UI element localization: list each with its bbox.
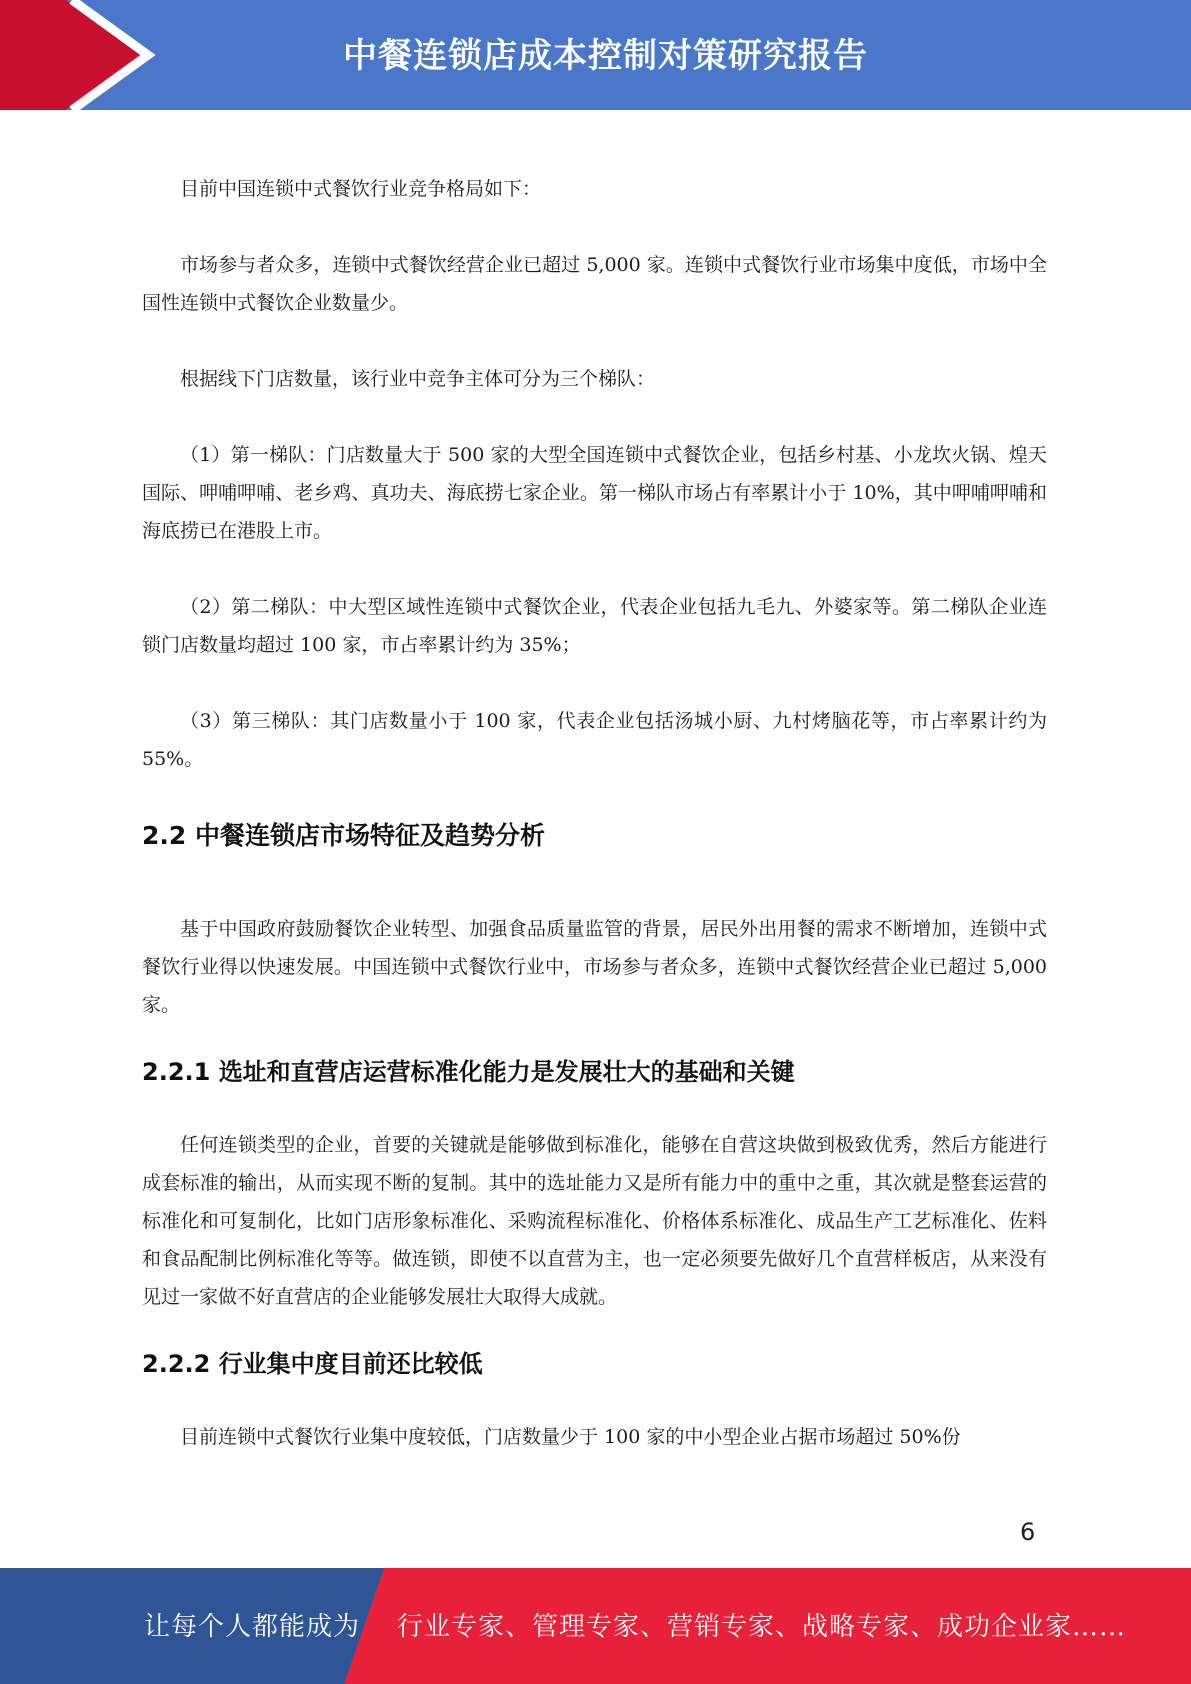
paragraph: （1）第一梯队：门店数量大于 500 家的大型全国连锁中式餐饮企业，包括乡村基、小龙坎火锅、煌天国际、呷哺呷哺、老乡鸡、真功夫、海底捞七家企业。第一梯队市场占有率累计小于 10%，其中呷哺呷哺和海底捞已在港股上市。 <box>142 444 1047 542</box>
paragraph: 任何连锁类型的企业，首要的关键就是能够做到标准化，能够在自营这块做到极致优秀，然后方能进行成套标准的输出，从而实现不断的复制。其中的选址能力又是所有能力中的重中之重，其次就是整套运营的标准化和可复制化，比如门店形象标准化、采购流程标准化、价格体系标准化、成品生产工艺标准化、佐料和食品配制比例标准化等等。做连锁，即使不以直营为主，也一定必须要先做好几个直营样板店，从来没有见过一家做不好直营店的企业能够发展壮大取得大成就。 <box>142 1134 1047 1308</box>
page-footer <box>0 1568 1191 1684</box>
paragraph: 目前连锁中式餐饮行业集中度较低，门店数量少于 100 家的中小型企业占据市场超过 50%份 <box>180 1426 961 1448</box>
page-number: 6 <box>1020 1518 1036 1546</box>
paragraph: 目前中国连锁中式餐饮行业竞争格局如下： <box>180 178 542 200</box>
section-heading-2-2-2: 2.2.2 行业集中度目前还比较低 <box>142 1350 483 1378</box>
paragraph: （3）第三梯队：其门店数量小于 100 家，代表企业包括汤城小厨、九村烤脑花等，市占率累计约为 55%。 <box>142 710 1047 770</box>
section-heading-2-2-1: 2.2.1 选址和直营店运营标准化能力是发展壮大的基础和关键 <box>142 1058 795 1086</box>
report-title: 中餐连锁店成本控制对策研究报告 <box>343 36 868 76</box>
paragraph: 市场参与者众多，连锁中式餐饮经营企业已超过 5,000 家。连锁中式餐饮行业市场集中度低，市场中全国性连锁中式餐饮企业数量少。 <box>142 254 1047 314</box>
section-heading-2-2: 2.2 中餐连锁店市场特征及趋势分析 <box>142 821 545 850</box>
footer-slogan-left: 让每个人都能成为 <box>144 1612 361 1642</box>
paragraph: 基于中国政府鼓励餐饮企业转型、加强食品质量监管的背景，居民外出用餐的需求不断增加，连锁中式餐饮行业得以快速发展。中国连锁中式餐饮行业中，市场参与者众多，连锁中式餐饮经营企业已超过 5,000 家。 <box>142 918 1047 1016</box>
footer-slogan-right: 行业专家、管理专家、营销专家、战略专家、成功企业家…… <box>397 1612 1127 1642</box>
page-header <box>0 0 1191 110</box>
paragraph: （2）第二梯队：中大型区域性连锁中式餐饮企业，代表企业包括九毛九、外婆家等。第二梯队企业连锁门店数量均超过 100 家，市占率累计约为 35%； <box>142 596 1047 656</box>
paragraph: 根据线下门店数量，该行业中竞争主体可分为三个梯队： <box>180 368 656 390</box>
page-content <box>142 170 1047 1494</box>
